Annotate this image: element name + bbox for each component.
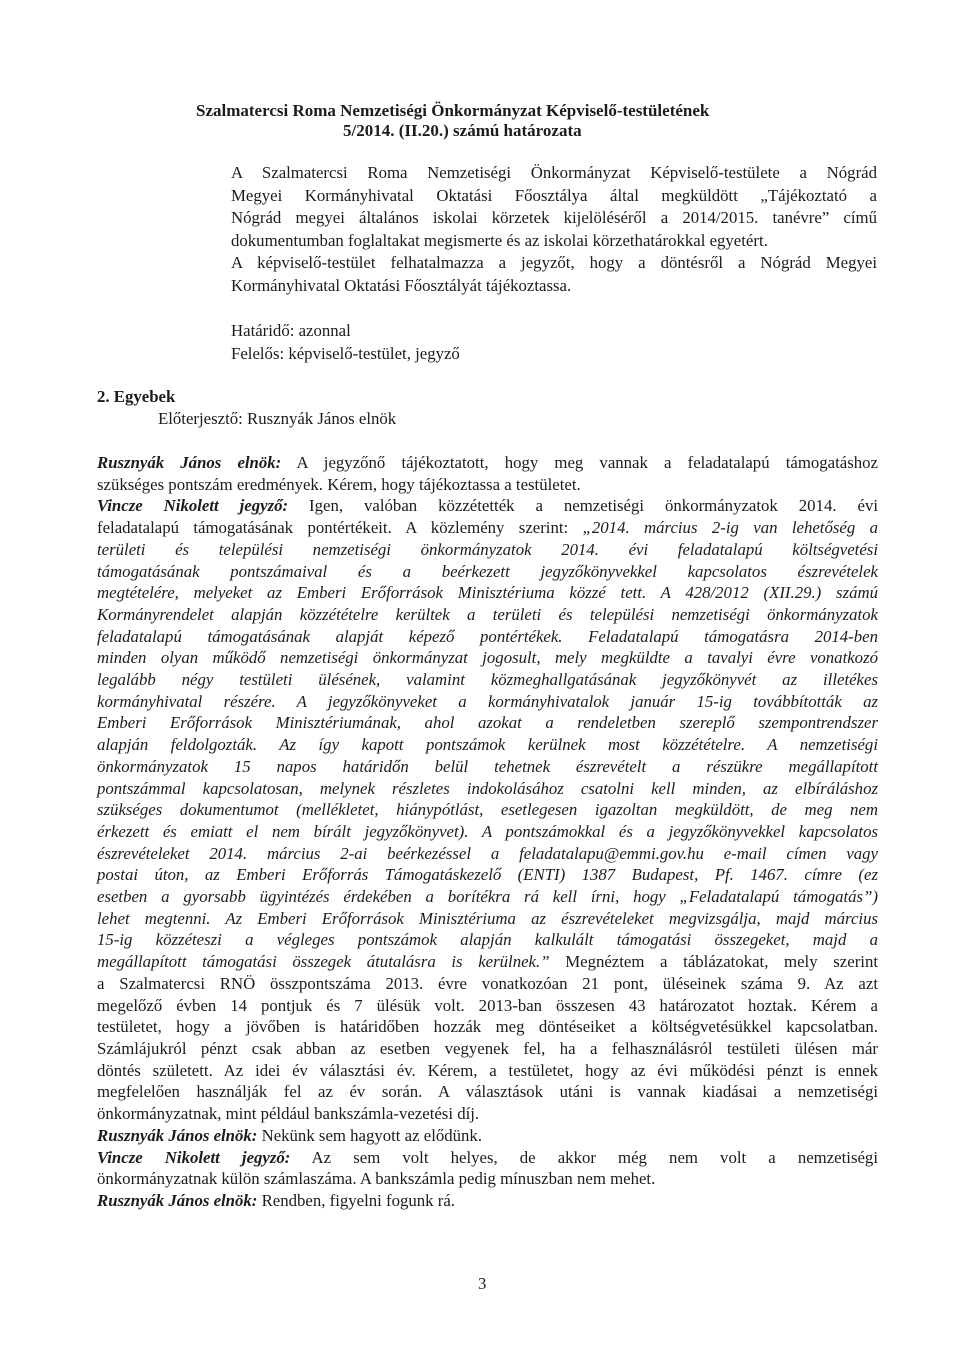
quoted-text: postai úton, az Emberi Erőforrás Támogatáskezelő (ENTI) 1387 Budapest, Pf. 1467. címre (ez — [97, 865, 878, 885]
quoted-text: megtételére, melyeket az Emberi Erőforrások Minisztériuma közzé tett. A 428/2012 (XII.29.) számú — [97, 583, 878, 603]
body-line — [97, 1060, 878, 1082]
body-line — [97, 1081, 878, 1103]
body-line — [97, 647, 878, 669]
line-text: önkormányzatnak külön számlaszáma. A bankszámla pedig mínuszban nem mehet. — [97, 1169, 656, 1189]
resolution-line: Kormányhivatal Oktatási Főosztályát tájékoztassa. — [231, 275, 572, 295]
quoted-text: megállapított támogatási összegek átutalásra is kerülnek.” — [97, 952, 550, 972]
line-text: Számlájukról pénzt csak abban az esetben vegyenek fel, ha a felhasználásról testületi ülésen már — [97, 1038, 878, 1058]
body-line — [97, 843, 878, 865]
body-line — [97, 929, 878, 951]
body-line — [97, 799, 878, 821]
line-text: testületet, hogy a jövőben is határidőben hozzák meg döntéseiket a költségvetésükkel kapcsolatban. — [97, 1017, 878, 1037]
body-line — [97, 691, 878, 713]
line-text: Az sem volt helyes, de akkor még nem volt a nemzetiségi — [290, 1147, 878, 1167]
body-line — [97, 1190, 878, 1212]
body-line — [97, 778, 878, 800]
body-line — [97, 864, 878, 886]
quoted-text: Kormányrendelet alapján közzétételre kerültek a területi és települési nemzetiségi önkormányzatok — [97, 604, 878, 624]
line-text: Megnéztem a táblázatokat, mely szerint — [549, 952, 878, 972]
quoted-text: 15-ig közzéteszi a végleges pontszámok alapján kalkulált támogatási összegeket, majd a — [97, 930, 878, 950]
line-text: szükséges pontszám eredmények. Kérem, hogy tájékoztassa a testületet. — [97, 474, 581, 494]
body-line — [97, 951, 878, 973]
line-text: megelőző évben 14 pontjuk és 7 ülésük volt. 2013-ban összesen 43 határozatot hoztak. Kérem a — [97, 995, 878, 1015]
quoted-text: lehet megtenni. Az Emberi Erőforrások Minisztériuma az észrevételeket megvizsgálja, majd március — [97, 908, 878, 928]
responsible: Felelős: képviselő-testület, jegyző — [231, 344, 460, 363]
body-line — [97, 539, 878, 561]
body-line — [97, 495, 878, 517]
line-text: döntés született. Az idei év választási év. Kérem, a testületet, hogy az évi működési pénzt is ennek — [97, 1060, 878, 1080]
body-line — [97, 1103, 878, 1125]
speaker-name: Rusznyák János elnök: — [97, 1190, 258, 1210]
body-line — [97, 517, 878, 539]
resolution-line: Nógrád megyei általános iskolai körzetek kijelöléséről a 2014/2015. tanévre” című — [231, 208, 877, 227]
body-line — [97, 908, 878, 930]
body-line — [97, 1016, 878, 1038]
body-line — [97, 1147, 878, 1169]
quoted-text: önkormányzatok 15 napos határidőn belül tehetnek észrevételt a részükre megállapított — [97, 756, 878, 776]
line-text: megfelelően használják fel az év során. A választások utáni is vannak kiadásai a nemzetiségi — [97, 1082, 878, 1102]
body-line — [97, 821, 878, 843]
line-text: önkormányzatnak, mint például bankszámla-vezetési díj. — [97, 1104, 480, 1124]
body-line — [97, 995, 878, 1017]
body-line — [97, 973, 878, 995]
line-text: Nekünk sem hagyott az elődünk. — [257, 1125, 483, 1145]
resolution-line: A Szalmatercsi Roma Nemzetiségi Önkormányzat Képviselő-testülete a Nógrád — [231, 163, 877, 182]
body-line — [97, 734, 878, 756]
body-line — [97, 669, 878, 691]
body-line — [97, 1038, 878, 1060]
quoted-text: alapján feldolgozták. Az így kapott pontszámok kerülnek most közzétételre. A nemzetiségi — [97, 735, 878, 755]
page-number: 3 — [478, 1274, 487, 1293]
deadline: Határidő: azonnal — [231, 321, 351, 340]
resolution-line: Megyei Kormányhivatal Oktatási Főosztálya által megküldött „Tájékoztató a — [231, 185, 877, 205]
line-text: Igen, valóban közzétették a nemzetiségi önkormányzatok 2014. évi — [288, 496, 878, 516]
section-heading: 2. Egyebek — [97, 387, 176, 406]
line-text: Rendben, figyelni fogunk rá. — [257, 1190, 455, 1210]
speaker-name: Rusznyák János elnök: — [97, 1125, 258, 1145]
line-text: a Szalmatercsi RNÖ összpontszáma 2013. évre vonatkozóan 21 pont, üléseinek száma 9. Az azt — [97, 973, 878, 993]
body-line — [97, 604, 878, 626]
speaker-name: Vincze Nikolett jegyző: — [97, 1147, 291, 1167]
resolution-line: dokumentumban foglaltakat megismerte és az iskolai körzethatárokkal egyetért. — [231, 230, 768, 250]
quoted-text: Emberi Erőforrások Minisztériumának, ahol azokat a rendeletben szereplő szempontrendszer — [97, 713, 878, 733]
quoted-text: észrevételeket 2014. március 2-ai beérkezéssel a feladatalapu@emmi.gov.hu e-mail címen vagy — [97, 843, 878, 863]
body-line — [97, 561, 878, 583]
quoted-text: kormányhivatal részére. A jegyzőkönyveket a kormányhivatalok január 15-ig továbbították az — [97, 691, 878, 711]
presenter: Előterjesztő: Rusznyák János elnök — [158, 409, 397, 428]
minutes-body — [97, 452, 878, 1212]
quoted-text: esetben a gyorsabb ügyintézés érdekében a borítékra rá kell írni, hogy „Feladatalapú támogatás”) — [97, 887, 878, 907]
body-line — [97, 756, 878, 778]
quoted-text: minden olyan működő nemzetiségi önkormányzat jogosult, mely megküldte a tavalyi évre vonatkozó — [97, 648, 878, 668]
body-line — [97, 1125, 878, 1147]
document-title: Szalmatercsi Roma Nemzetiségi Önkormányzat Képviselő-testületének — [196, 101, 710, 120]
body-line — [97, 626, 878, 648]
quoted-text: támogatásának pontszámaival és a beérkezett jegyzőkönyvekkel kapcsolatos észrevételek — [97, 561, 878, 581]
body-line — [97, 582, 878, 604]
quoted-text: legalább négy testületi ülésének, valamint közmeghallgatásának jegyzőkönyvét az illetékes — [97, 670, 878, 690]
quoted-text: területi és települési nemzetiségi önkormányzatok 2014. évi feladatalapú költségvetési — [97, 539, 878, 559]
line-text: A jegyzőnő tájékoztatott, hogy meg vannak a feladatalapú támogatáshoz — [281, 453, 878, 472]
resolution-text — [231, 162, 877, 297]
body-line — [97, 452, 878, 474]
body-line — [97, 1168, 878, 1190]
body-line — [97, 886, 878, 908]
quoted-text: „2014. március 2-ig van lehetőség a — [582, 518, 878, 538]
quoted-text: feladatalapú támogatásának alapját képező pontértékek. Feladatalapú támogatásra 2014-ben — [97, 626, 878, 646]
body-line — [97, 474, 878, 496]
quoted-text: érkezett és emiatt el nem bírált jegyzőkönyvet). A pontszámokkal és a jegyzőkönyvekkel kapcsolatos — [97, 821, 878, 841]
speaker-name: Vincze Nikolett jegyző: — [97, 496, 289, 516]
line-text: feladatalapú támogatásának pontértékeit. A közlemény szerint: — [97, 518, 583, 538]
resolution-line: A képviselő-testület felhatalmazza a jegyzőt, hogy a döntésről a Nógrád Megyei — [231, 253, 877, 272]
quoted-text: szükséges dokumentumot (mellékletet, hiánypótlást, esetlegesen igazoltan megküldött, de meg nem — [97, 800, 878, 820]
speaker-name: Rusznyák János elnök: — [97, 453, 282, 472]
resolution-number: 5/2014. (II.20.) számú határozata — [343, 121, 582, 140]
body-line — [97, 712, 878, 734]
quoted-text: pontszámmal kapcsolatosan, melynek részletes indokolásához csatolni kell minden, az elbíráláshoz — [97, 778, 878, 798]
